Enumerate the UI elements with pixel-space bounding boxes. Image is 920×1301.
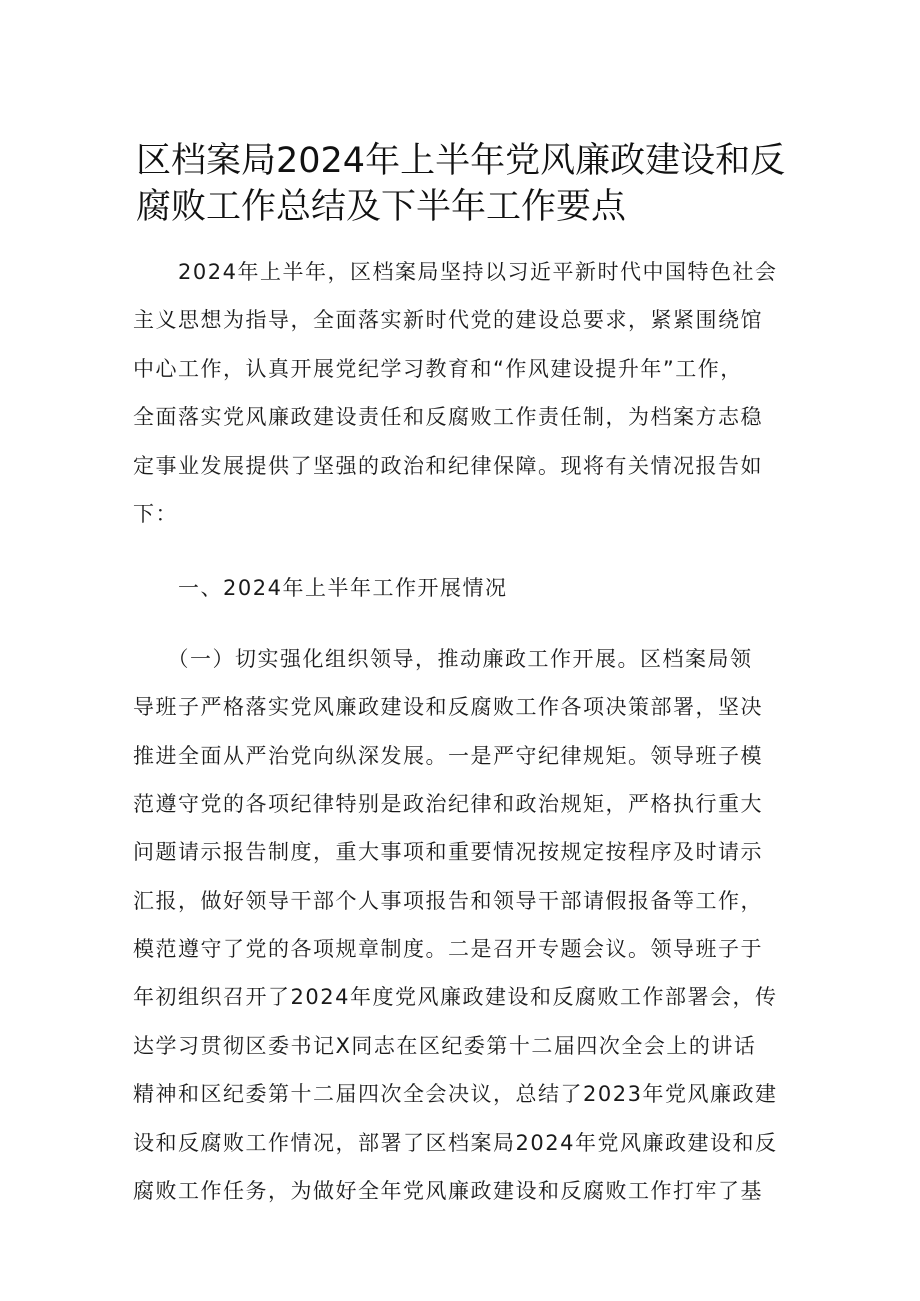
paragraph-line: 模范遵守了党的各项规章制度。二是召开专题会议。领导班子于: [133, 937, 763, 962]
paragraph-spacer: [133, 613, 793, 635]
paragraph-line: 全面落实党风廉政建设责任和反腐败工作责任制，为档案方志稳: [133, 405, 763, 430]
paragraph-line: 下：: [133, 501, 178, 526]
paragraph-line: 导班子严格落实党风廉政建设和反腐败工作各项决策部署，坚决: [133, 695, 763, 720]
section-heading: 一、2024年上半年工作开展情况: [133, 576, 508, 601]
document-title: [136, 138, 786, 230]
paragraph-line: 范遵守党的各项纪律特别是政治纪律和政治规矩，严格执行重大: [133, 791, 763, 816]
paragraph-line: 腐败工作任务，为做好全年党风廉政建设和反腐败工作打牢了基: [133, 1179, 763, 1204]
paragraph-line: 精神和区纪委第十二届四次全会决议，总结了2023年党风廉政建: [133, 1082, 778, 1107]
title-line: 腐败工作总结及下半年工作要点: [136, 187, 627, 227]
paragraph-line: 主义思想为指导，全面落实新时代党的建设总要求，紧紧围绕馆: [133, 308, 763, 333]
document-body: [133, 248, 793, 1215]
paragraph-line: （一）切实强化组织领导，推动廉政工作开展。区档案局领: [133, 646, 753, 671]
paragraph-line: 年初组织召开了2024年度党风廉政建设和反腐败工作部署会，传: [133, 985, 778, 1010]
paragraph-line: 2024年上半年，区档案局坚持以习近平新时代中国特色社会: [133, 260, 778, 284]
title-line: 区档案局2024年上半年党风廉政建设和反: [136, 141, 786, 181]
paragraph-line: 中心工作，认真开展党纪学习教育和“作风建设提升年”工作，: [133, 356, 743, 381]
section-paragraph: [133, 635, 793, 1216]
intro-paragraph: [133, 248, 793, 538]
paragraph-line: 设和反腐败工作情况，部署了区档案局2024年党风廉政建设和反: [133, 1130, 778, 1155]
paragraph-line: 问题请示报告制度，重大事项和重要情况按规定按程序及时请示: [133, 840, 763, 865]
paragraph-line: 定事业发展提供了坚强的政治和纪律保障。现将有关情况报告如: [133, 453, 763, 478]
paragraph-spacer: [133, 538, 793, 564]
paragraph-line: 推进全面从严治党向纵深发展。一是严守纪律规矩。领导班子模: [133, 743, 763, 768]
paragraph-line: 达学习贯彻区委书记X同志在区纪委第十二届四次全会上的讲话: [133, 1033, 757, 1058]
paragraph-line: 汇报，做好领导干部个人事项报告和领导干部请假报备等工作，: [133, 888, 763, 913]
